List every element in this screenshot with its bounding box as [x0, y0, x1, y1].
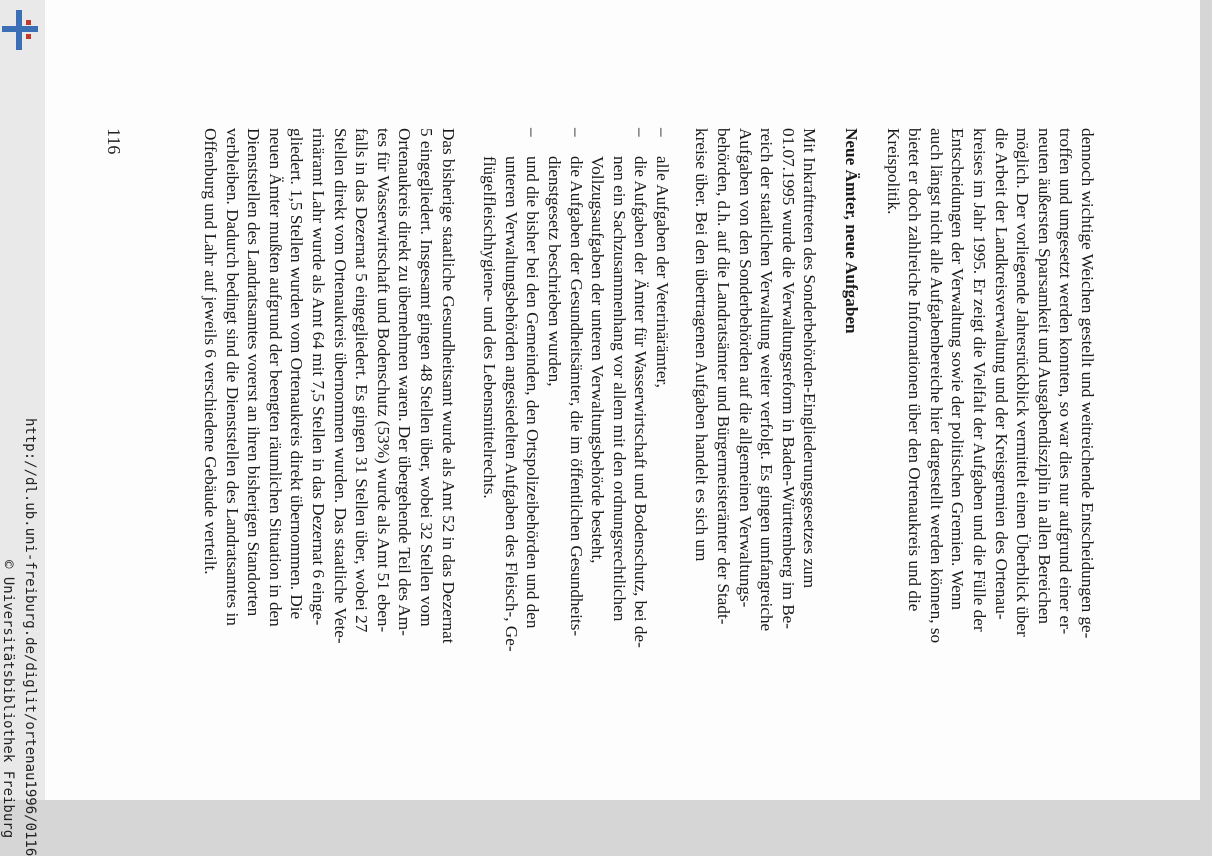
list-item — [543, 128, 586, 768]
list-item — [651, 128, 673, 768]
text-line: Mit Inkrafttreten des Sonderbehörden-Eingliederungsgesetzes zum — [800, 128, 820, 589]
list-dash: – — [523, 128, 543, 137]
text-line: 01.07.1995 wurde die Verwaltungsreform in Baden-Württemberg im Be- — [778, 128, 798, 630]
text-line: behörden, d.h. auf die Landratsämter und Bürgermeisterämter der Stadt- — [714, 128, 734, 625]
text-line: Offenburg und Lahr auf jeweils 6 verschiedene Gebäude verteilt. — [201, 128, 221, 575]
text-line: troffen und umgesetzt werden konnten, so war dies nur aufgrund einer er- — [1056, 128, 1076, 635]
list-dash: – — [652, 128, 672, 137]
document-text — [199, 128, 1098, 768]
text-line: verbleiben. Dadurch bedingt sind die Dienststellen des Landratsamtes in — [222, 128, 242, 626]
text-line: flügelfleischhygiene- und des Lebensmittelrechts. — [480, 156, 500, 499]
document-url[interactable]: http://dl.ub.uni-freiburg.de/diglit/ortenau1996/0116 — [22, 418, 38, 856]
text-line: Aufgaben von den Sonderbehörden auf die allgemeinen Verwaltungs- — [735, 128, 755, 608]
text-line: bietet er doch zahlreiche Informationen über den Ortenaukreis und die — [905, 128, 925, 612]
text-line: rinäramt Lahr wurde als Amt 64 mit 7,5 Stellen in das Dezernat 6 einge- — [309, 128, 328, 626]
text-line: 5 eingegliedert. Insgesamt gingen 48 Stellen über, wobei 32 Stellen vom — [416, 128, 436, 627]
text-line: die Aufgaben der Ämter für Wasserwirtschaft und Bodenschutz, bei de- — [631, 156, 651, 648]
paragraph-intro — [882, 128, 1098, 768]
copyright-notice: © Universitätsbibliothek Freiburg — [0, 560, 16, 839]
text-line: kreise über. Bei den übertragenen Aufgaben handelt es sich um — [692, 128, 712, 562]
paragraph-details — [199, 128, 458, 768]
page-number: 116 — [104, 128, 124, 155]
text-line: Ortenaukreis direkt zu übernehmen waren. Der übergehende Teil des Am- — [395, 128, 415, 636]
section-heading: Neue Ämter, neue Aufgaben — [842, 128, 862, 334]
text-line: Kreispolitik. — [883, 128, 903, 215]
text-line: neuten äußersten Sparsamkeit und Ausgabendisziplin in allen Bereichen — [1034, 128, 1054, 624]
library-logo-icon — [2, 10, 38, 50]
paragraph-reform — [691, 128, 821, 768]
text-line: alle Aufgaben der Veterinärämter, — [652, 156, 672, 388]
text-line: falls in das Dezernat 5 eingegliedert. Es gingen 31 Stellen über, wobei 27 — [352, 128, 372, 633]
text-line: Entscheidungen der Verwaltung sowie der politischen Gremien. Wenn — [948, 128, 968, 610]
text-line: dennoch wichtige Weichen gestellt und weitreichende Entscheidungen ge- — [1078, 128, 1097, 639]
task-list — [479, 128, 673, 768]
text-line: auch längst nicht alle Aufgabenbereiche hier dargestellt werden können, so — [926, 128, 946, 644]
text-line: Stellen direkt vom Ortenaukreis übernommen wurden. Das staatliche Vete- — [330, 128, 350, 644]
text-line: und die bisher bei den Gemeinden, den Ortspolizeibehörden und den — [523, 156, 543, 629]
list-item — [479, 128, 544, 768]
text-line: reich der staatlichen Verwaltung weiter verfolgt. Es gingen umfangreiche — [757, 128, 777, 632]
text-line: tes für Wasserwirtschaft und Bodenschutz (53%) wurde als Amt 51 eben- — [373, 128, 393, 633]
text-line: möglich. Der vorliegende Jahresrückblick vermittelt einen Überblick über — [1013, 128, 1033, 637]
list-dash: – — [566, 128, 586, 137]
text-line: dienstgesetz beschrieben wurden, — [544, 156, 564, 387]
text-line: gliedert. 1,5 Stellen wurden vom Ortenaukreis direkt übernommen. Die — [287, 128, 307, 620]
list-item — [587, 128, 652, 768]
text-line: Vollzugsaufgaben der unteren Verwaltungsbehörde besteht, — [588, 156, 608, 564]
text-line: Das bisherige staatliche Gesundheitsamt wurde als Amt 52 in das Dezernat — [438, 128, 458, 644]
text-line: die Aufgaben der Gesundheitsämter, die im öffentlichen Gesundheits- — [566, 156, 586, 637]
text-line: die Arbeit der Landkreisverwaltung und der Kreisgremien des Ortenau- — [991, 128, 1011, 620]
text-line: kreises im Jahr 1995. Er zeigt die Vielfalt der Aufgaben und die Fülle der — [970, 128, 990, 632]
list-dash: – — [631, 128, 651, 137]
text-line: neuen Ämter mußten aufgrund der beengten räumlichen Situation in den — [265, 128, 285, 627]
text-line: unteren Verwaltungsbehörden angesiedelten Aufgaben des Fleisch-, Ge- — [501, 156, 521, 652]
text-line: nen ein Sachzusammenhang vor allem mit den ordnungsrechtlichen — [609, 156, 629, 622]
text-line: Dienststellen des Landratsamtes vorerst an ihren bisherigen Standorten — [244, 128, 264, 617]
